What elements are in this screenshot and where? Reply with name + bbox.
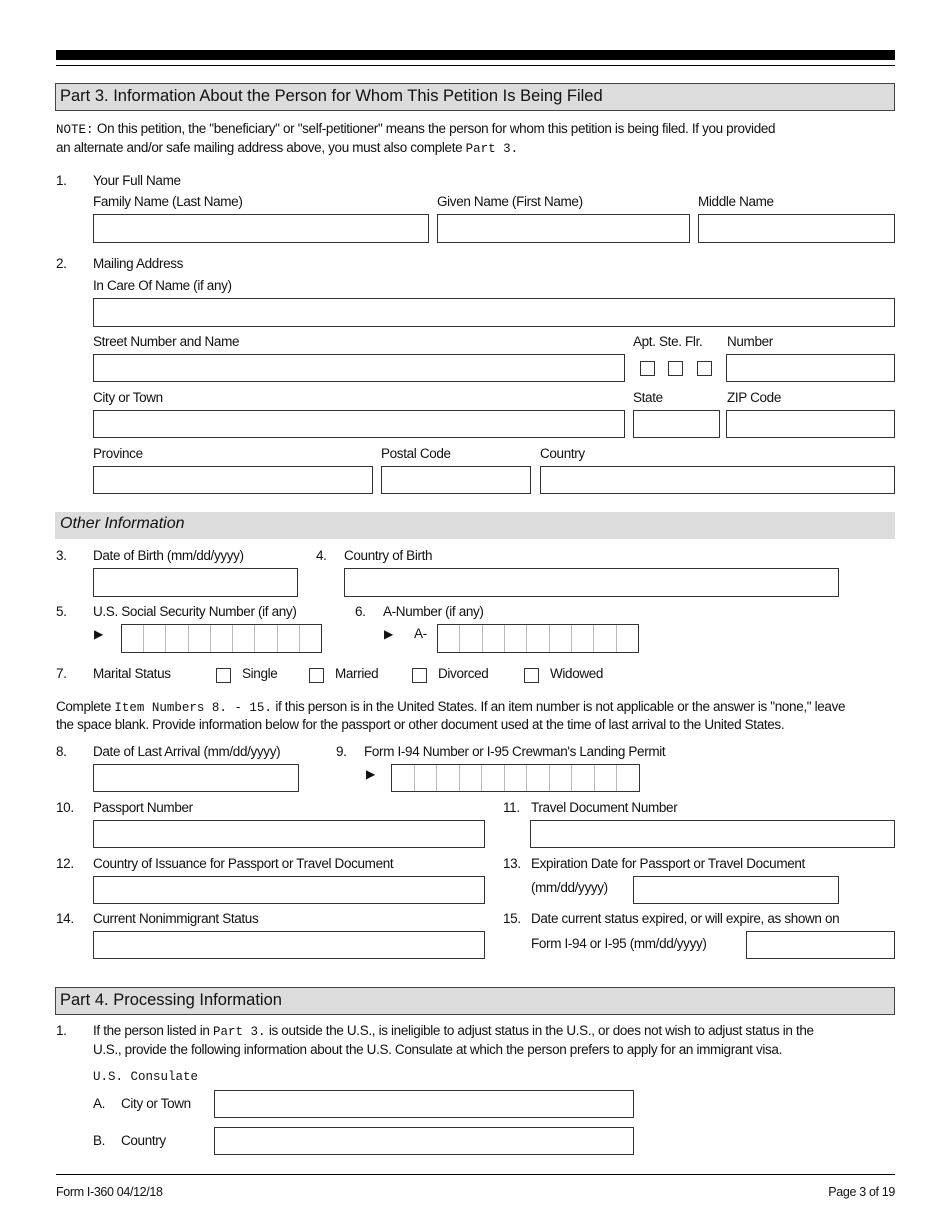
consulate-country-label: Country: [121, 1133, 166, 1148]
city-label: City or Town: [93, 390, 163, 405]
q12-num: 12.: [56, 856, 74, 871]
q7-num: 7.: [56, 666, 67, 681]
arrival-field[interactable]: [93, 764, 299, 792]
note-label: NOTE:: [56, 123, 94, 137]
zip-field[interactable]: [726, 410, 895, 438]
top-bar: [56, 50, 895, 60]
footer-page: Page 3 of 19: [828, 1185, 895, 1199]
ssn-field[interactable]: [121, 624, 322, 653]
family-name-label: Family Name (Last Name): [93, 194, 243, 209]
expiration-field[interactable]: [633, 876, 839, 904]
widowed-label: Widowed: [550, 666, 604, 681]
q15-num: 15.: [503, 911, 521, 926]
country-label: Country: [540, 446, 585, 461]
a-number-label: A-Number (if any): [383, 604, 484, 619]
consulate-label: U.S. Consulate: [93, 1070, 199, 1084]
ssn-label: U.S. Social Security Number (if any): [93, 604, 297, 619]
a-num: A.: [93, 1096, 106, 1111]
i94-field[interactable]: [391, 764, 640, 792]
note-ref: Part 3.: [465, 142, 519, 156]
care-of-label: In Care Of Name (if any): [93, 278, 232, 293]
footer-rule: [56, 1174, 895, 1175]
expiration-label: Expiration Date for Passport or Travel Document: [531, 856, 805, 871]
consulate-city-label: City or Town: [121, 1096, 191, 1111]
married-label: Married: [335, 666, 379, 681]
passport-field[interactable]: [93, 820, 485, 848]
p4-line1: [93, 1023, 814, 1039]
single-checkbox[interactable]: [216, 668, 231, 683]
q14-num: 14.: [56, 911, 74, 926]
divorced-label: Divorced: [438, 666, 489, 681]
q2-label: Mailing Address: [93, 256, 184, 271]
country-birth-field[interactable]: [344, 568, 839, 597]
given-name-label: Given Name (First Name): [437, 194, 583, 209]
q5-num: 5.: [56, 604, 67, 619]
marital-label: Marital Status: [93, 666, 171, 681]
given-name-field[interactable]: [437, 214, 690, 243]
note-line2: [56, 140, 518, 156]
city-field[interactable]: [93, 410, 625, 438]
q13-num: 13.: [503, 856, 521, 871]
middle-name-field[interactable]: [698, 214, 895, 243]
instr-text: Complete: [56, 699, 111, 714]
status-expire-label: Date current status expired, or will expire, as shown on: [531, 911, 840, 926]
apt-checkbox[interactable]: [640, 361, 655, 376]
consulate-city-field[interactable]: [214, 1090, 634, 1118]
instr-text: if this person is in the United States. If an item number is not applicable or the answer is "none," leave: [275, 699, 846, 714]
married-checkbox[interactable]: [309, 668, 324, 683]
single-label: Single: [242, 666, 278, 681]
q9-num: 9.: [336, 744, 347, 759]
country-birth-label: Country of Birth: [344, 548, 433, 563]
p4-q1-num: 1.: [56, 1023, 67, 1038]
divorced-checkbox[interactable]: [412, 668, 427, 683]
issuance-field[interactable]: [93, 876, 485, 904]
postal-label: Postal Code: [381, 446, 451, 461]
province-label: Province: [93, 446, 143, 461]
ste-checkbox[interactable]: [668, 361, 683, 376]
arrow-icon: ▶: [366, 767, 375, 781]
p4-text: If the person listed in: [93, 1023, 210, 1038]
instructions-line1: [56, 699, 845, 715]
footer-form: Form I-360 04/12/18: [56, 1185, 163, 1199]
expiration-format: (mm/dd/yyyy): [531, 880, 608, 895]
flr-checkbox[interactable]: [697, 361, 712, 376]
number-label: Number: [727, 334, 773, 349]
other-info-header: Other Information: [55, 512, 895, 539]
top-rule: [56, 65, 895, 66]
q3-num: 3.: [56, 548, 67, 563]
q1-label: Your Full Name: [93, 173, 181, 188]
street-label: Street Number and Name: [93, 334, 240, 349]
state-field[interactable]: [633, 410, 720, 438]
note-text: On this petition, the "beneficiary" or "self-petitioner" means the person for whom this petition is being filed. If you provided: [96, 121, 776, 136]
a-number-field[interactable]: [437, 624, 639, 653]
q2-num: 2.: [56, 256, 67, 271]
zip-label: ZIP Code: [727, 390, 781, 405]
p4-ref: Part 3.: [212, 1025, 266, 1039]
widowed-checkbox[interactable]: [524, 668, 539, 683]
dob-label: Date of Birth (mm/dd/yyyy): [93, 548, 244, 563]
b-num: B.: [93, 1133, 106, 1148]
apt-label: Apt. Ste. Flr.: [633, 334, 703, 349]
instr-ref: Item Numbers 8. - 15.: [114, 701, 272, 715]
p4-text: is outside the U.S., is ineligible to adjust status in the U.S., or does not wish to adjust status in the: [268, 1023, 814, 1038]
consulate-country-field[interactable]: [214, 1127, 634, 1155]
q6-num: 6.: [355, 604, 366, 619]
note-text2: an alternate and/or safe mailing address above, you must also complete: [56, 140, 463, 155]
status-expire-label2: Form I-94 or I-95 (mm/dd/yyyy): [531, 936, 707, 951]
status-expire-field[interactable]: [746, 931, 895, 959]
status-label: Current Nonimmigrant Status: [93, 911, 259, 926]
travel-doc-label: Travel Document Number: [531, 800, 678, 815]
q11-num: 11.: [503, 800, 520, 815]
issuance-label: Country of Issuance for Passport or Travel Document: [93, 856, 394, 871]
part4-header: Part 4. Processing Information: [55, 987, 895, 1015]
instructions-line2: the space blank. Provide information below for the passport or other document used at the time of last arrival to the United States.: [56, 717, 785, 732]
status-field[interactable]: [93, 931, 485, 959]
street-field[interactable]: [93, 354, 625, 382]
middle-name-label: Middle Name: [698, 194, 774, 209]
province-field[interactable]: [93, 466, 373, 494]
care-of-field[interactable]: [93, 298, 895, 327]
arrow-icon: ▶: [384, 627, 393, 641]
q1-num: 1.: [56, 173, 67, 188]
q4-num: 4.: [316, 548, 327, 563]
state-label: State: [633, 390, 663, 405]
q10-num: 10.: [56, 800, 74, 815]
dob-field[interactable]: [93, 568, 298, 597]
arrival-label: Date of Last Arrival (mm/dd/yyyy): [93, 744, 281, 759]
a-number-prefix: A-: [414, 626, 427, 641]
p4-line2: U.S., provide the following information about the U.S. Consulate at which the person prefers to apply for an immigrant visa.: [93, 1042, 782, 1057]
q8-num: 8.: [56, 744, 67, 759]
part3-header: Part 3. Information About the Person for Whom This Petition Is Being Filed: [55, 83, 895, 111]
note-line1: [56, 121, 775, 137]
number-field[interactable]: [726, 354, 895, 382]
i94-label: Form I-94 Number or I-95 Crewman's Landing Permit: [364, 744, 666, 759]
family-name-field[interactable]: [93, 214, 429, 243]
arrow-icon: ▶: [94, 627, 103, 641]
postal-field[interactable]: [381, 466, 531, 494]
country-field[interactable]: [540, 466, 895, 494]
passport-label: Passport Number: [93, 800, 193, 815]
travel-doc-field[interactable]: [530, 820, 895, 848]
